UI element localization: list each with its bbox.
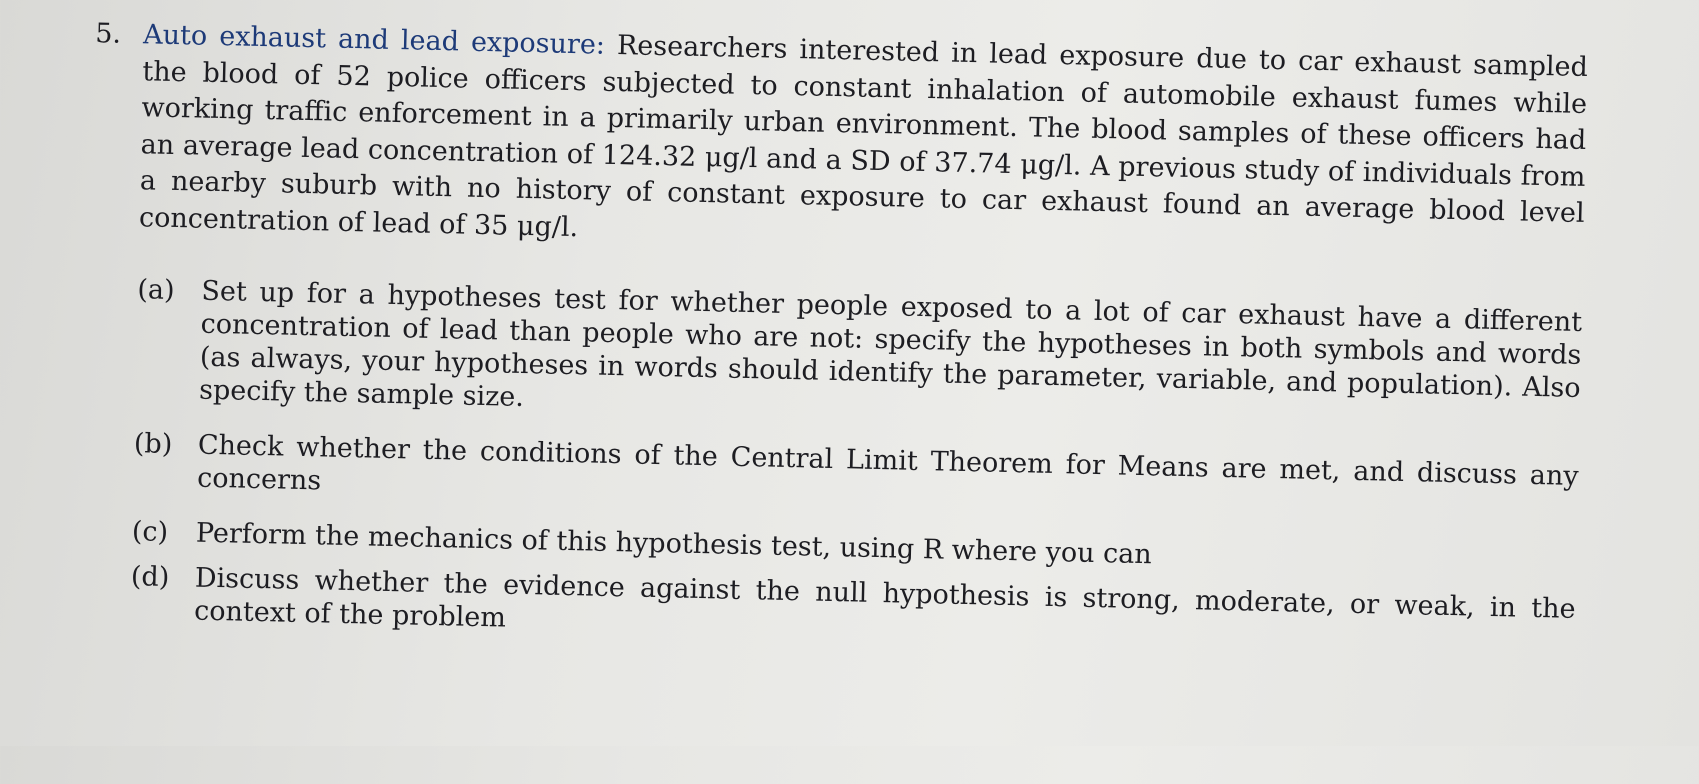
problem-parts bbox=[129, 273, 1582, 679]
part-b-text: Check whether the conditions of the Central Limit Theorem for Means are met, and discuss any concerns bbox=[196, 429, 1579, 497]
part-a-label: (a) bbox=[137, 274, 175, 307]
part-d-label: (d) bbox=[130, 561, 170, 593]
part-d-text: Discuss whether the evidence against the null hypothesis is strong, moderate, or weak, in the context of the problem bbox=[193, 562, 1576, 634]
problem-text: Researchers interested in lead exposure due to car exhaust sampled the blood of 52 police officers subjected to constant inhalation of automobile exhaust fumes while working traffic enforcement in a primarily urban environment. The blood samples of these officers had an average lead concentration of 124.32 μg/l and a SD of 37.74 μg/l. A previous study of individuals from a nearby suburb with no history of constant exposure to car exhaust found an average blood level concentration of lead of 35 μg/l. bbox=[138, 29, 1589, 243]
part-c-text: Perform the mechanics of this hypothesis test, using R where you can bbox=[195, 517, 1153, 571]
problem-statement bbox=[139, 17, 1589, 269]
part-c-label: (c) bbox=[131, 516, 169, 548]
part-b bbox=[133, 427, 1579, 526]
problem-number: 5. bbox=[94, 18, 122, 50]
problem-title: Auto exhaust and lead exposure: bbox=[142, 19, 606, 61]
part-b-label: (b) bbox=[133, 428, 173, 461]
part-a bbox=[135, 273, 1583, 438]
problem-5 bbox=[94, 16, 1596, 634]
part-a-text: Set up for a hypotheses test for whether people exposed to a lot of car exhaust have a different concentration of lead than people who are not: specify the hypotheses in both symbols and words (as always, your hypotheses in words should identify the parameter, variable, and population). Also specify the sample size. bbox=[198, 275, 1583, 413]
